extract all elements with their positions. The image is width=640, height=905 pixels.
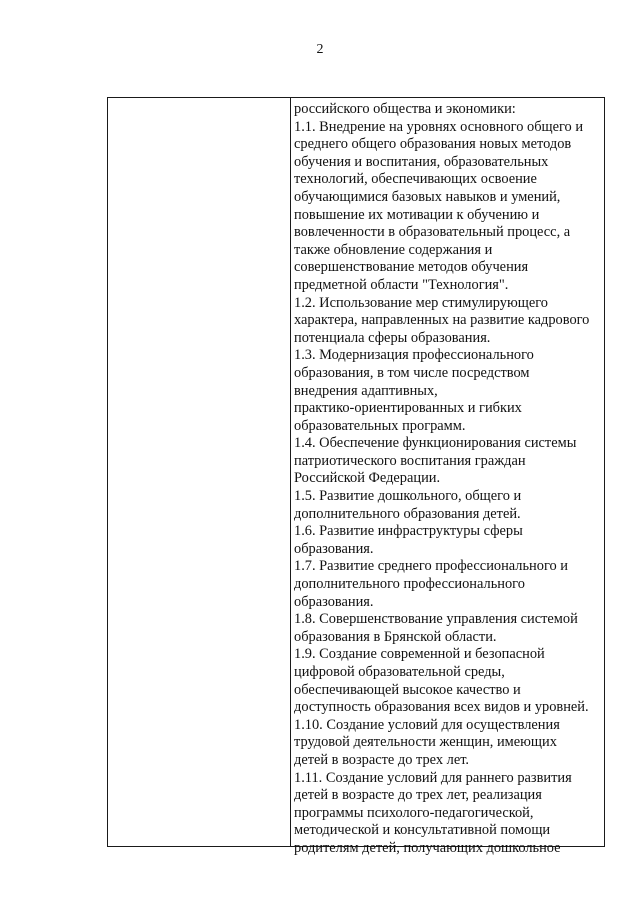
text-line: российского общества и экономики: <box>294 101 516 117</box>
text-line: детей в возрасте до трех лет. <box>294 751 470 768</box>
text-line: внедрения адаптивных, <box>294 382 438 399</box>
text-line: цифровой образовательной среды, <box>294 664 505 680</box>
text-line: среднего общего образования новых методов <box>294 136 572 153</box>
text-line: 1.3. Модернизация профессионального <box>294 347 534 364</box>
text-line: характера, направленных на развитие кадрового <box>294 312 590 329</box>
text-line: детей в возрасте до трех лет, реализация <box>294 787 542 804</box>
text-line: программы психолого-педагогической, <box>294 804 534 821</box>
text-line: образования. <box>294 540 374 557</box>
text-line: 1.6. Развитие инфраструктуры сферы <box>294 523 523 540</box>
document-table <box>107 97 605 856</box>
text-line: дополнительного профессионального <box>294 576 525 593</box>
text-line: родителям детей, получающих дошкольное <box>294 839 561 856</box>
text-line: образования, в том числе посредством <box>294 364 530 381</box>
table-left-cell <box>108 98 291 846</box>
text-line: вовлеченности в образовательный процесс, а <box>294 224 571 241</box>
text-line: образовательных программ. <box>294 417 466 434</box>
text-line: обучающимися базовых навыков и умений, <box>294 188 561 205</box>
text-line: 1.4. Обеспечение функционирования системы <box>294 435 577 452</box>
text-line: 1.8. Совершенствование управления системой <box>294 611 578 628</box>
text-line: патриотического воспитания граждан <box>294 452 526 469</box>
text-line: доступность образования всех видов и уровней. <box>294 699 589 716</box>
text-line: потенциала сферы образования. <box>294 329 491 346</box>
text-line: 1.10. Создание условий для осуществления <box>294 716 560 733</box>
text-line: предметной области "Технология". <box>294 276 509 293</box>
text-line: Российской Федерации. <box>294 470 441 487</box>
text-line: совершенствование методов обучения <box>294 259 529 276</box>
table-right-cell <box>291 98 604 856</box>
text-line: 1.5. Развитие дошкольного, общего и <box>294 488 522 505</box>
text-line: 1.9. Создание современной и безопасной <box>294 646 545 663</box>
text-line: повышение их мотивации к обучению и <box>294 206 540 223</box>
text-line: образования в Брянской области. <box>294 628 497 645</box>
text-line: технологий, обеспечивающих освоение <box>294 171 537 188</box>
page-number: 2 <box>316 42 324 57</box>
text-line: образования. <box>294 593 374 610</box>
text-line: 1.7. Развитие среднего профессионального и <box>294 558 568 575</box>
text-line: трудовой деятельности женщин, имеющих <box>294 734 557 751</box>
text-line: обучения и воспитания, образовательных <box>294 153 549 170</box>
text-line: 1.11. Создание условий для раннего развития <box>294 769 572 786</box>
text-line: 1.1. Внедрение на уровнях основного общего и <box>294 118 584 135</box>
text-line: также обновление содержания и <box>294 241 493 258</box>
text-line: обеспечивающей высокое качество и <box>294 681 521 698</box>
text-line: методической и консультативной помощи <box>294 822 551 839</box>
text-line: 1.2. Использование мер стимулирующего <box>294 294 548 311</box>
text-line: практико-ориентированных и гибких <box>294 400 522 417</box>
text-line: дополнительного образования детей. <box>294 505 521 522</box>
